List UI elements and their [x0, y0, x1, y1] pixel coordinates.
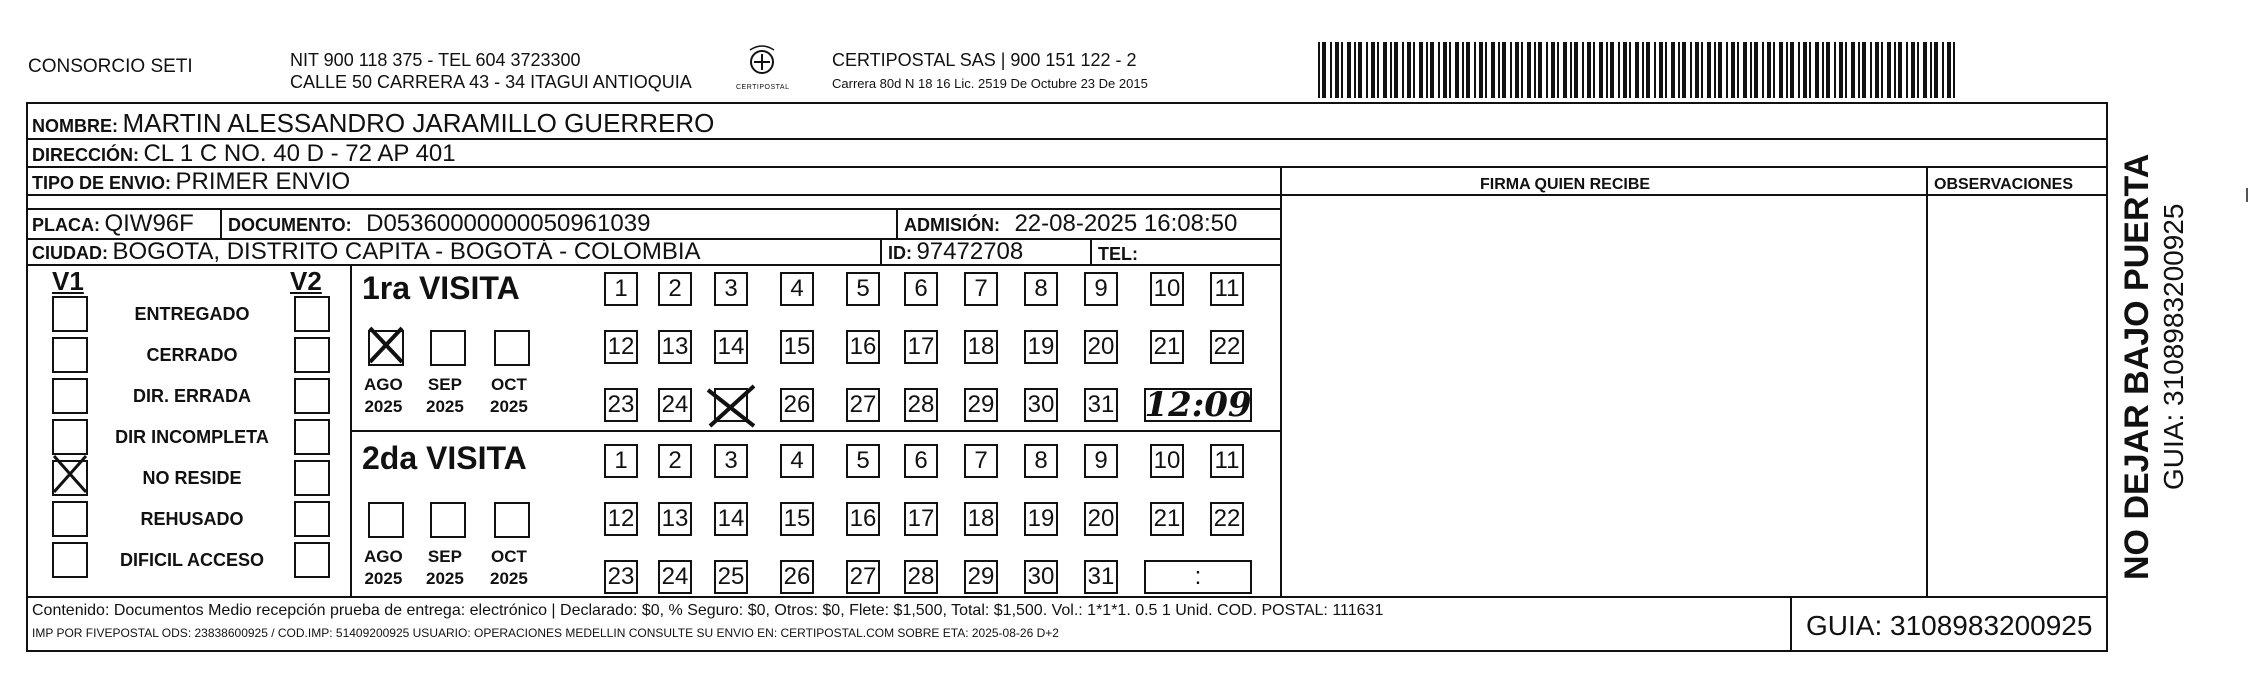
day-cell[interactable]: 17 [904, 502, 938, 536]
day-cell[interactable]: 14 [714, 502, 748, 536]
v1-checkbox[interactable] [52, 296, 88, 332]
month-year-label [364, 374, 403, 418]
barcode-bar [1318, 42, 1320, 98]
barcode-bar [1466, 42, 1470, 98]
footer-print-info: IMP POR FIVEPOSTAL ODS: 23838600925 / COD.IMP: 51409200925 USUARIO: OPERACIONES MEDELLIN CONSULTE SU ENVIO EN: CERTIPOSTAL.COM SOBRE ETA: 2025-08-26 D+2 [32, 626, 1059, 640]
barcode-bar [1773, 42, 1775, 98]
day-cell[interactable] [714, 388, 748, 422]
barcode-bar [1635, 42, 1639, 98]
barcode-bar [1858, 42, 1860, 98]
month-label: SEP [427, 375, 462, 394]
v1-heading: V1 [52, 266, 84, 296]
id-value: 97472708 [916, 238, 1024, 265]
barcode-image [1318, 42, 1958, 98]
barcode-bar [1779, 42, 1783, 98]
barcode-bar [1402, 42, 1404, 98]
barcode-bar [1574, 42, 1578, 98]
barcode-bar [1798, 42, 1800, 98]
month-checkbox[interactable] [494, 502, 530, 538]
day-cell[interactable]: 24 [658, 560, 692, 594]
status-option-label: DIFICIL ACCESO [119, 550, 264, 570]
month-label: SEP [427, 547, 462, 566]
barcode-bar [1870, 42, 1872, 98]
placa-value: QIW96F [104, 210, 194, 237]
month-year-label [490, 374, 528, 418]
barcode-bar [1551, 42, 1555, 98]
placa-label: PLACA: [32, 215, 100, 235]
barcode-bar [1354, 42, 1356, 98]
day-cell[interactable]: 12 [604, 502, 638, 536]
day-cell[interactable]: 4 [780, 444, 814, 478]
day-cell[interactable]: 1 [604, 272, 638, 306]
day-cell[interactable]: 20 [1084, 330, 1118, 364]
barcode-bar [1898, 42, 1902, 98]
day-cell[interactable]: 17 [904, 330, 938, 364]
nombre-label: NOMBRE: [32, 116, 118, 136]
day-cell[interactable]: 11 [1210, 272, 1244, 306]
time-separator: : [1194, 563, 1202, 590]
certipostal-line: CERTIPOSTAL SAS | 900 151 122 - 2 [832, 50, 1137, 70]
day-cell[interactable]: 9 [1084, 272, 1118, 306]
day-cell[interactable]: 3 [714, 272, 748, 306]
month-checkbox[interactable] [368, 330, 404, 366]
status-option-label: REHUSADO [140, 509, 244, 529]
barcode-bar [1737, 42, 1739, 98]
barcode-bar [1851, 42, 1855, 98]
day-cell[interactable]: 19 [1024, 330, 1058, 364]
time-box[interactable] [1144, 560, 1252, 594]
ciudad-value: BOGOTA, DISTRITO CAPITA - BOGOTÁ - COLOMBIA [112, 238, 701, 265]
barcode-bar [1718, 42, 1722, 98]
barcode-bar [1606, 42, 1608, 98]
barcode-bar [1443, 42, 1447, 98]
barcode-bar [1947, 42, 1951, 98]
admision-cell [904, 210, 1237, 238]
v2-checkbox[interactable] [294, 337, 330, 373]
barcode-bar [1510, 42, 1512, 98]
barcode-bar [1642, 42, 1644, 98]
barcode-bar [1934, 42, 1938, 98]
barcode-bar [1682, 42, 1686, 98]
barcode-bar [1430, 42, 1434, 98]
time-handwritten: 12:09 [1144, 385, 1252, 425]
logo-lettering: CERTIPOSTAL [736, 84, 790, 91]
documento-label: DOCUMENTO: [228, 215, 352, 235]
day-cell[interactable]: 23 [604, 388, 638, 422]
barcode-bar [1726, 42, 1728, 98]
month-label: AGO [364, 547, 403, 566]
day-cell[interactable]: 6 [904, 444, 938, 478]
day-cell[interactable]: 24 [658, 388, 692, 422]
id-cell [888, 238, 1023, 266]
barcode-bar [1407, 42, 1411, 98]
admision-value: 22-08-2025 16:08:50 [1014, 210, 1238, 237]
barcode-bar [1953, 42, 1955, 98]
barcode-bar [1366, 42, 1368, 98]
barcode-bar [1485, 42, 1487, 98]
barcode-bar [1582, 42, 1584, 98]
tipo-envio-value: PRIMER ENVIO [175, 168, 351, 195]
barcode-bar [1845, 42, 1847, 98]
barcode-bar [1690, 42, 1692, 98]
barcode-bar [1383, 42, 1387, 98]
day-cell[interactable]: 10 [1150, 272, 1184, 306]
barcode-bar [1371, 42, 1375, 98]
barcode-bar [1474, 42, 1476, 98]
barcode-bar [1822, 42, 1824, 98]
barcode-bar [1491, 42, 1495, 98]
barcode-bar [1347, 42, 1351, 98]
month-label: OCT [490, 375, 527, 394]
ciudad-cell [32, 238, 701, 266]
day-cell[interactable]: 23 [604, 560, 638, 594]
barcode-bar [1462, 42, 1464, 98]
day-cell[interactable]: 30 [1024, 560, 1058, 594]
month-checkbox[interactable] [494, 330, 530, 366]
v1-checkbox[interactable] [52, 501, 88, 537]
tel-cell [1098, 240, 1138, 266]
barcode-bar [1498, 42, 1500, 98]
x-mark-icon [364, 322, 408, 366]
day-cell[interactable]: 9 [1084, 444, 1118, 478]
month-year-label [364, 546, 403, 590]
barcode-bar [1521, 42, 1523, 98]
v2-checkbox[interactable] [294, 378, 330, 414]
barcode-bar [1881, 42, 1883, 98]
tipo-envio-row [32, 168, 350, 196]
barcode-bar [1790, 42, 1794, 98]
barcode-bar [1623, 42, 1627, 98]
day-cell[interactable]: 16 [846, 330, 880, 364]
month-year-label [426, 546, 464, 590]
barcode-bar [1839, 42, 1843, 98]
barcode-bar [1426, 42, 1428, 98]
v1-checkbox[interactable] [52, 378, 88, 414]
year-label: 2025 [364, 569, 403, 588]
barcode-bar [1413, 42, 1415, 98]
year-label: 2025 [426, 397, 464, 416]
barcode-bar [1618, 42, 1620, 98]
barcode-bar [1695, 42, 1699, 98]
barcode-bar [1815, 42, 1819, 98]
day-cell[interactable]: 22 [1210, 502, 1244, 536]
day-cell[interactable]: 2 [658, 272, 692, 306]
barcode-bar [1887, 42, 1891, 98]
month-year-label [490, 546, 528, 590]
barcode-bar [1438, 42, 1440, 98]
v1-checkbox[interactable] [52, 542, 88, 578]
v2-checkbox[interactable] [294, 501, 330, 537]
nombre-value: MARTIN ALESSANDRO JARAMILLO GUERRERO [122, 108, 715, 138]
v2-checkbox[interactable] [294, 419, 330, 455]
status-option-label: DIR INCOMPLETA [115, 427, 269, 447]
day-cell[interactable]: 27 [846, 388, 880, 422]
month-label: OCT [490, 547, 527, 566]
observaciones-header: OBSERVACIONES [1934, 176, 2073, 193]
day-cell[interactable]: 4 [780, 272, 814, 306]
day-cell[interactable]: 13 [658, 330, 692, 364]
company-name: CONSORCIO SETI [28, 56, 193, 77]
documento-cell [228, 210, 650, 238]
month-checkbox[interactable] [368, 502, 404, 538]
barcode-bar [1335, 42, 1339, 98]
barcode-bar [1593, 42, 1595, 98]
barcode-bar [1419, 42, 1423, 98]
placa-cell [32, 210, 194, 238]
day-cell[interactable]: 5 [846, 444, 880, 478]
v2-checkbox[interactable] [294, 542, 330, 578]
day-cell[interactable]: 16 [846, 502, 880, 536]
status-option-label: DIR. ERRADA [132, 386, 251, 406]
barcode-bar [1341, 42, 1343, 98]
barcode-bar [1358, 42, 1362, 98]
barcode-bar [1906, 42, 1908, 98]
day-cell[interactable]: 7 [964, 272, 998, 306]
barcode-bar [1654, 42, 1656, 98]
day-cell[interactable]: 6 [904, 272, 938, 306]
barcode-bar [1527, 42, 1531, 98]
barcode-bar [1834, 42, 1836, 98]
day-cell[interactable]: 21 [1150, 330, 1184, 364]
direccion-row [32, 140, 456, 168]
barcode-bar [1917, 42, 1919, 98]
barcode-bar [1671, 42, 1675, 98]
barcode-bar [1479, 42, 1483, 98]
barcode-bar [1534, 42, 1536, 98]
barcode-bar [1646, 42, 1650, 98]
day-cell[interactable]: 3 [714, 444, 748, 478]
year-label: 2025 [364, 397, 403, 416]
day-cell[interactable]: 26 [780, 388, 814, 422]
x-mark-icon [52, 454, 86, 488]
footer-contents: Contenido: Documentos Medio recepción prueba de entrega: electrónico | Declarado: $0, % Seguro: $0, Otros: $0, Flete: $1,500, Total: $1,500. Vol.: 1*1*1. 0.5 1 Unid. COD. POSTAL: 111631 [32, 602, 1384, 619]
edge-tick [2246, 188, 2248, 202]
barcode-bar [1701, 42, 1703, 98]
time-box[interactable] [1144, 385, 1252, 425]
day-cell[interactable]: 29 [964, 388, 998, 422]
barcode-bar [1665, 42, 1667, 98]
barcode-bar [1546, 42, 1548, 98]
day-cell[interactable]: 14 [714, 330, 748, 364]
barcode-bar [1330, 42, 1332, 98]
year-label: 2025 [490, 569, 528, 588]
side-guia: GUIA: 3108983200925 [2158, 203, 2189, 490]
barcode-bar [1538, 42, 1542, 98]
barcode-bar [1750, 42, 1752, 98]
barcode-bar [1678, 42, 1680, 98]
day-cell[interactable]: 20 [1084, 502, 1118, 536]
tel-label: TEL: [1098, 244, 1138, 264]
documento-value: D05360000000050961039 [366, 210, 651, 237]
barcode-bar [1449, 42, 1451, 98]
barcode-bar [1377, 42, 1379, 98]
day-cell[interactable]: 31 [1084, 560, 1118, 594]
x-mark-icon [704, 382, 758, 430]
day-cell[interactable]: 8 [1024, 272, 1058, 306]
barcode-bar [1322, 42, 1326, 98]
day-cell[interactable]: 15 [780, 330, 814, 364]
barcode-bar [1587, 42, 1591, 98]
tipo-envio-label: TIPO DE ENVIO: [32, 173, 172, 193]
side-warning: NO DEJAR BAJO PUERTA [2118, 153, 2156, 580]
status-option-label: ENTREGADO [134, 304, 250, 324]
day-cell[interactable]: 19 [1024, 502, 1058, 536]
year-label: 2025 [426, 569, 464, 588]
visit2-title: 2da VISITA [362, 440, 527, 476]
barcode-bar [1894, 42, 1896, 98]
v1-checkbox[interactable] [52, 460, 88, 496]
barcode-bar [1629, 42, 1631, 98]
day-cell[interactable]: 25 [714, 560, 748, 594]
barcode-bar [1862, 42, 1866, 98]
barcode-bar [1659, 42, 1663, 98]
barcode-bar [1911, 42, 1915, 98]
month-label: AGO [364, 375, 403, 394]
day-cell[interactable]: 18 [964, 502, 998, 536]
barcode-bar [1923, 42, 1927, 98]
barcode-bar [1803, 42, 1807, 98]
status-option-label: CERRADO [146, 345, 238, 365]
address-line: CALLE 50 CARRERA 43 - 34 ITAGUI ANTIOQUIA [290, 72, 692, 92]
day-cell[interactable]: 1 [604, 444, 638, 478]
nit-line: NIT 900 118 375 - TEL 604 3723300 [290, 50, 581, 70]
year-label: 2025 [490, 397, 528, 416]
barcode-bar [1826, 42, 1830, 98]
day-cell[interactable]: 18 [964, 330, 998, 364]
day-cell[interactable]: 5 [846, 272, 880, 306]
id-label: ID: [888, 243, 912, 263]
v2-checkbox[interactable] [294, 460, 330, 496]
month-year-label [426, 374, 464, 418]
day-cell[interactable]: 13 [658, 502, 692, 536]
barcode-bar [1707, 42, 1711, 98]
barcode-bar [1767, 42, 1771, 98]
direccion-label: DIRECCIÓN: [32, 145, 139, 165]
day-cell[interactable]: 7 [964, 444, 998, 478]
barcode-bar [1394, 42, 1398, 98]
day-cell[interactable]: 26 [780, 560, 814, 594]
barcode-bar [1754, 42, 1758, 98]
day-cell[interactable]: 8 [1024, 444, 1058, 478]
barcode-bar [1515, 42, 1519, 98]
barcode-bar [1390, 42, 1392, 98]
v1-checkbox[interactable] [52, 337, 88, 373]
barcode-bar [1930, 42, 1932, 98]
v2-checkbox[interactable] [294, 296, 330, 332]
barcode-bar [1743, 42, 1747, 98]
day-cell[interactable]: 2 [658, 444, 692, 478]
month-checkbox[interactable] [430, 502, 466, 538]
month-checkbox[interactable] [430, 330, 466, 366]
barcode-bar [1599, 42, 1603, 98]
direccion-value: CL 1 C NO. 40 D - 72 AP 401 [143, 140, 456, 167]
admision-label: ADMISIÓN: [904, 215, 1000, 235]
day-cell[interactable]: 29 [964, 560, 998, 594]
day-cell[interactable]: 15 [780, 502, 814, 536]
ciudad-label: CIUDAD: [32, 243, 108, 263]
footer-guia: GUIA: 3108983200925 [1806, 610, 2093, 641]
v1-checkbox[interactable] [52, 419, 88, 455]
day-cell[interactable]: 22 [1210, 330, 1244, 364]
day-cell[interactable]: 12 [604, 330, 638, 364]
barcode-bar [1786, 42, 1788, 98]
barcode-bar [1502, 42, 1506, 98]
barcode-bar [1809, 42, 1811, 98]
day-cell[interactable]: 30 [1024, 388, 1058, 422]
barcode-bar [1610, 42, 1614, 98]
barcode-bar [1714, 42, 1716, 98]
barcode-bar [1570, 42, 1572, 98]
status-option-label: NO RESIDE [142, 468, 242, 488]
barcode-bar [1731, 42, 1735, 98]
barcode-bar [1455, 42, 1459, 98]
barcode-bar [1875, 42, 1879, 98]
day-cell[interactable]: 28 [904, 388, 938, 422]
day-cell[interactable]: 10 [1150, 444, 1184, 478]
barcode-bar [1563, 42, 1567, 98]
day-cell[interactable]: 31 [1084, 388, 1118, 422]
day-cell[interactable]: 28 [904, 560, 938, 594]
v2-heading: V2 [290, 266, 322, 296]
day-cell[interactable]: 21 [1150, 502, 1184, 536]
nombre-row [32, 108, 714, 139]
license-line: Carrera 80d N 18 16 Lic. 2519 De Octubre 23 De 2015 [832, 76, 1148, 91]
barcode-bar [1557, 42, 1559, 98]
firma-header: FIRMA QUIEN RECIBE [1480, 176, 1651, 193]
visit1-title: 1ra VISITA [362, 270, 520, 306]
day-cell[interactable]: 11 [1210, 444, 1244, 478]
day-cell[interactable]: 27 [846, 560, 880, 594]
barcode-bar [1762, 42, 1764, 98]
barcode-bar [1942, 42, 1944, 98]
